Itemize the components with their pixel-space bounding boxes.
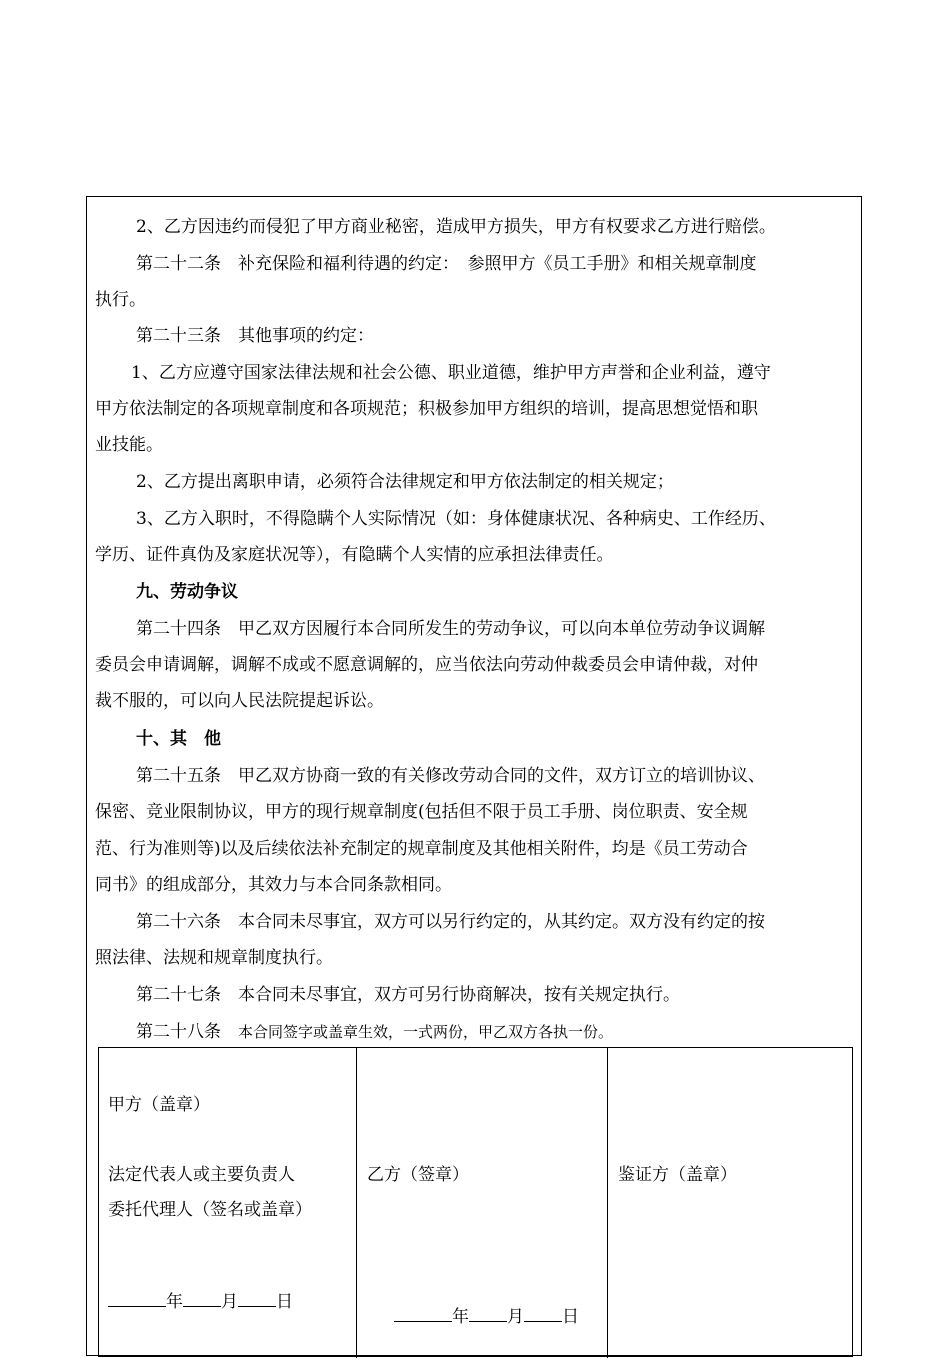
party-b-date — [394, 1305, 579, 1328]
authorized-agent-label: 委托代理人（签名或盖章） — [108, 1200, 312, 1220]
day-blank[interactable] — [524, 1305, 562, 1322]
signature-table-divider-2 — [607, 1048, 608, 1358]
party-a-date — [108, 1290, 293, 1313]
article-25-line-4: 同书》的组成部分，其效力与本合同条款相同。 — [95, 875, 452, 895]
day-label: 日 — [276, 1292, 293, 1312]
verifier-seal-label: 鉴证方（盖章） — [618, 1165, 737, 1185]
year-label: 年 — [166, 1292, 183, 1312]
day-label: 日 — [562, 1307, 579, 1327]
article-24-line-1: 第二十四条 甲乙双方因履行本合同所发生的劳动争议，可以向本单位劳动争议调解 — [136, 619, 765, 639]
article-24-line-2: 委员会申请调解，调解不成或不愿意调解的，应当依法向劳动仲裁委员会申请仲裁，对仲 — [95, 655, 758, 675]
article-27: 第二十七条 本合同未尽事宜，双方可另行协商解决，按有关规定执行。 — [136, 985, 680, 1005]
section-9-heading: 九、劳动争议 — [136, 582, 238, 602]
signature-table-divider-1 — [356, 1048, 357, 1358]
article-24-line-3: 裁不服的，可以向人民法院提起诉讼。 — [95, 691, 384, 711]
article-22-line-1: 第二十二条 补充保险和福利待遇的约定： 参照甲方《员工手册》和相关规章制度 — [136, 254, 757, 274]
article-25-line-2: 保密、竞业限制协议，甲方的现行规章制度(包括但不限于员工手册、岗位职责、安全规 — [95, 802, 748, 822]
signature-table — [98, 1047, 853, 1357]
year-blank[interactable] — [108, 1290, 166, 1307]
month-label: 月 — [507, 1307, 524, 1327]
article-23-item-1-line-1: 1、乙方应遵守国家法律法规和社会公德、职业道德，维护甲方声誉和企业利益，遵守 — [131, 363, 771, 383]
clause-21-item-2: 2、乙方因违约而侵犯了甲方商业秘密，造成甲方损失，甲方有权要求乙方进行赔偿。 — [136, 217, 776, 237]
article-23-heading: 第二十三条 其他事项的约定： — [136, 326, 374, 346]
month-blank[interactable] — [183, 1290, 221, 1307]
month-label: 月 — [221, 1292, 238, 1312]
party-a-seal-label: 甲方（盖章） — [108, 1095, 210, 1115]
article-26-line-1: 第二十六条 本合同未尽事宜，双方可以另行约定的，从其约定。双方没有约定的按 — [136, 912, 765, 932]
article-23-item-1-line-2: 甲方依法制定的各项规章制度和各项规范；积极参加甲方组织的培训，提高思想觉悟和职 — [95, 399, 758, 419]
article-22-line-2: 执行。 — [95, 290, 146, 310]
article-23-item-3-line-2: 学历、证件真伪及家庭状况等），有隐瞒个人实情的应承担法律责任。 — [95, 545, 614, 565]
article-26-line-2: 照法律、法规和规章制度执行。 — [95, 948, 333, 968]
month-blank[interactable] — [469, 1305, 507, 1322]
section-10-heading: 十、其 他 — [136, 729, 221, 749]
article-25-line-1: 第二十五条 甲乙双方协商一致的有关修改劳动合同的文件，双方订立的培训协议、 — [136, 766, 765, 786]
article-23-item-2: 2、乙方提出离职申请，必须符合法律规定和甲方依法制定的相关规定； — [136, 472, 674, 492]
article-28-heading: 第二十八条 — [136, 1022, 238, 1042]
legal-representative-label: 法定代表人或主要负责人 — [108, 1165, 295, 1185]
article-23-item-3-line-1: 3、乙方入职时，不得隐瞒个人实际情况（如：身体健康状况、各种病史、工作经历、 — [136, 509, 776, 529]
party-b-signature-label: 乙方（签章） — [367, 1165, 469, 1185]
article-25-line-3: 范、行为准则等)以及后续依法补充制定的规章制度及其他相关附件，均是《员工劳动合 — [95, 839, 748, 859]
year-label: 年 — [452, 1307, 469, 1327]
article-28-text: 本合同签字或盖章生效，一式两份，甲乙双方各执一份。 — [238, 1023, 614, 1041]
year-blank[interactable] — [394, 1305, 452, 1322]
day-blank[interactable] — [238, 1290, 276, 1307]
article-23-item-1-line-3: 业技能。 — [95, 435, 163, 455]
article-28 — [136, 1021, 613, 1043]
